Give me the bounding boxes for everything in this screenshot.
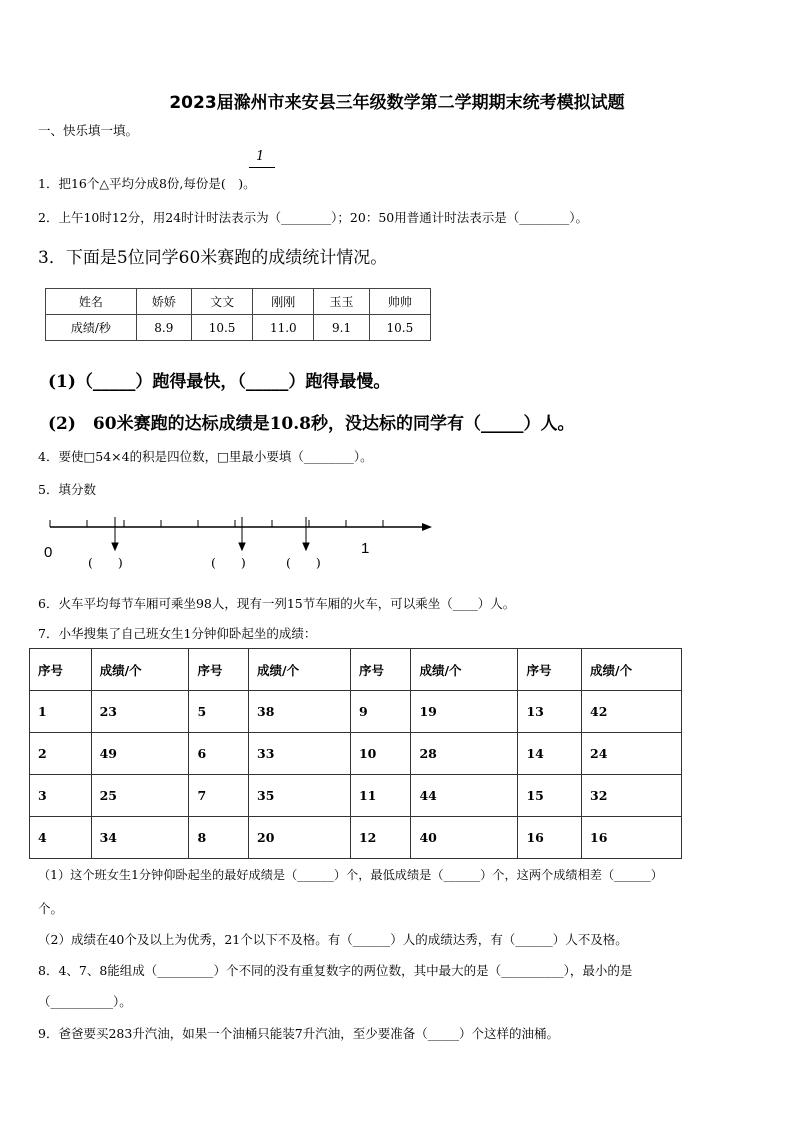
fraction-numerator: 1 (256, 149, 265, 164)
table-cell: 33 (249, 733, 351, 775)
question-7-sub-1-end: 个。 (38, 901, 64, 916)
fraction-bar (249, 167, 275, 168)
table-cell: 32 (582, 775, 682, 817)
question-3-sub-1: (1)（_____）跑得最快，（_____）跑得最慢。 (48, 372, 391, 392)
table-cell: 20 (249, 817, 351, 859)
table-cell: 序号 (189, 649, 249, 691)
table-cell: 2 (30, 733, 92, 775)
table-cell: 19 (411, 691, 518, 733)
down-arrow-icon (112, 517, 118, 550)
table-row (30, 733, 682, 775)
table-cell: 9 (350, 691, 411, 733)
table-cell: 1 (30, 691, 92, 733)
table-cell: 8 (189, 817, 249, 859)
table-row (30, 775, 682, 817)
question-8-end: （__________）。 (38, 994, 132, 1009)
table-cell: 5 (189, 691, 249, 733)
table-cell: 25 (91, 775, 189, 817)
table-cell: 成绩/个 (411, 649, 518, 691)
table-cell: 娇娇 (136, 289, 191, 315)
table-cell: 15 (518, 775, 582, 817)
question-8: 8．4、7、8能组成（_________）个不同的没有重复数字的两位数，其中最大的是（__________），最小的是 (38, 963, 633, 978)
table-cell: 序号 (518, 649, 582, 691)
table-cell: 成绩/秒 (46, 315, 137, 341)
table-cell: 44 (411, 775, 518, 817)
table-cell: 序号 (30, 649, 92, 691)
table-cell: 42 (582, 691, 682, 733)
situp-scores-table (29, 648, 682, 859)
table-cell: 4 (30, 817, 92, 859)
table-cell: 姓名 (46, 289, 137, 315)
table-row (30, 691, 682, 733)
question-6: 6．火车平均每节车厢可乘坐98人，现有一列15节车厢的火车，可以乘坐（____）人。 (38, 596, 516, 611)
question-3-sub-2: (2) 60米赛跑的达标成绩是10.8秒，没达标的同学有（_____）人。 (48, 414, 575, 434)
question-2: 2．上午10时12分，用24时计时法表示为（________）；20：50用普通计时法表示是（________）。 (38, 210, 588, 225)
table-row (46, 315, 431, 341)
number-line-blank[interactable]: ( ) (88, 555, 123, 570)
down-arrow-icon (303, 517, 309, 550)
question-1-text: 1．把16个△平均分成8份,每份是 (38, 176, 221, 191)
table-row (30, 817, 682, 859)
table-cell: 11 (350, 775, 411, 817)
table-cell: 帅帅 (369, 289, 430, 315)
number-line-one-label: 1 (361, 540, 370, 557)
page-title: 2023届滁州市来安县三年级数学第二学期期末统考模拟试题 (169, 93, 625, 113)
question-1-blank[interactable]: ( ) (220, 176, 244, 191)
question-1 (38, 174, 256, 192)
number-line-blank[interactable]: ( ) (211, 555, 246, 570)
table-cell: 成绩/个 (582, 649, 682, 691)
question-7-heading: 7．小华搜集了自己班女生1分钟仰卧起坐的成绩： (38, 626, 317, 641)
question-9: 9．爸爸要买283升汽油，如果一个油桶只能装7升汽油，至少要准备（_____）个这样的油桶。 (38, 1026, 560, 1041)
table-cell: 11.0 (253, 315, 314, 341)
number-line-ticks (50, 520, 383, 527)
table-cell: 10.5 (191, 315, 252, 341)
table-cell: 8.9 (136, 315, 191, 341)
race-results-table (45, 288, 431, 341)
table-cell: 9.1 (314, 315, 369, 341)
table-cell: 10.5 (369, 315, 430, 341)
table-cell: 14 (518, 733, 582, 775)
number-line-blank[interactable]: ( ) (286, 555, 321, 570)
table-cell: 7 (189, 775, 249, 817)
table-cell: 刚刚 (253, 289, 314, 315)
question-4: 4．要使□54×4的积是四位数，□里最小要填（________）。 (38, 449, 373, 464)
table-cell: 49 (91, 733, 189, 775)
question-3-heading: 3．下面是5位同学60米赛跑的成绩统计情况。 (38, 248, 388, 268)
number-line-zero-label: 0 (44, 544, 53, 561)
down-arrow-icon (239, 517, 245, 550)
table-cell: 34 (91, 817, 189, 859)
table-cell: 序号 (350, 649, 411, 691)
table-cell: 12 (350, 817, 411, 859)
table-cell: 40 (411, 817, 518, 859)
table-cell: 10 (350, 733, 411, 775)
table-cell: 6 (189, 733, 249, 775)
table-cell: 文文 (191, 289, 252, 315)
table-cell: 24 (582, 733, 682, 775)
table-cell: 16 (518, 817, 582, 859)
section-heading: 一、快乐填一填。 (38, 123, 139, 138)
question-7-sub-1: （1）这个班女生1分钟仰卧起坐的最好成绩是（______）个，最低成绩是（______）个，这两个成绩相差（______） (38, 868, 663, 882)
question-5-heading: 5．填分数 (38, 482, 96, 497)
number-line-arrow-icon (422, 523, 432, 531)
table-cell: 玉玉 (314, 289, 369, 315)
table-cell: 13 (518, 691, 582, 733)
question-1-end: 。 (243, 176, 256, 191)
table-cell: 28 (411, 733, 518, 775)
table-cell: 成绩/个 (91, 649, 189, 691)
question-7-sub-2: （2）成绩在40个及以上为优秀，21个以下不及格。有（______）人的成绩达秀，有（______）人不及格。 (38, 932, 628, 947)
table-row (46, 289, 431, 315)
table-cell: 成绩/个 (249, 649, 351, 691)
table-cell: 23 (91, 691, 189, 733)
table-cell: 38 (249, 691, 351, 733)
table-cell: 3 (30, 775, 92, 817)
table-row (30, 649, 682, 691)
table-cell: 35 (249, 775, 351, 817)
table-cell: 16 (582, 817, 682, 859)
